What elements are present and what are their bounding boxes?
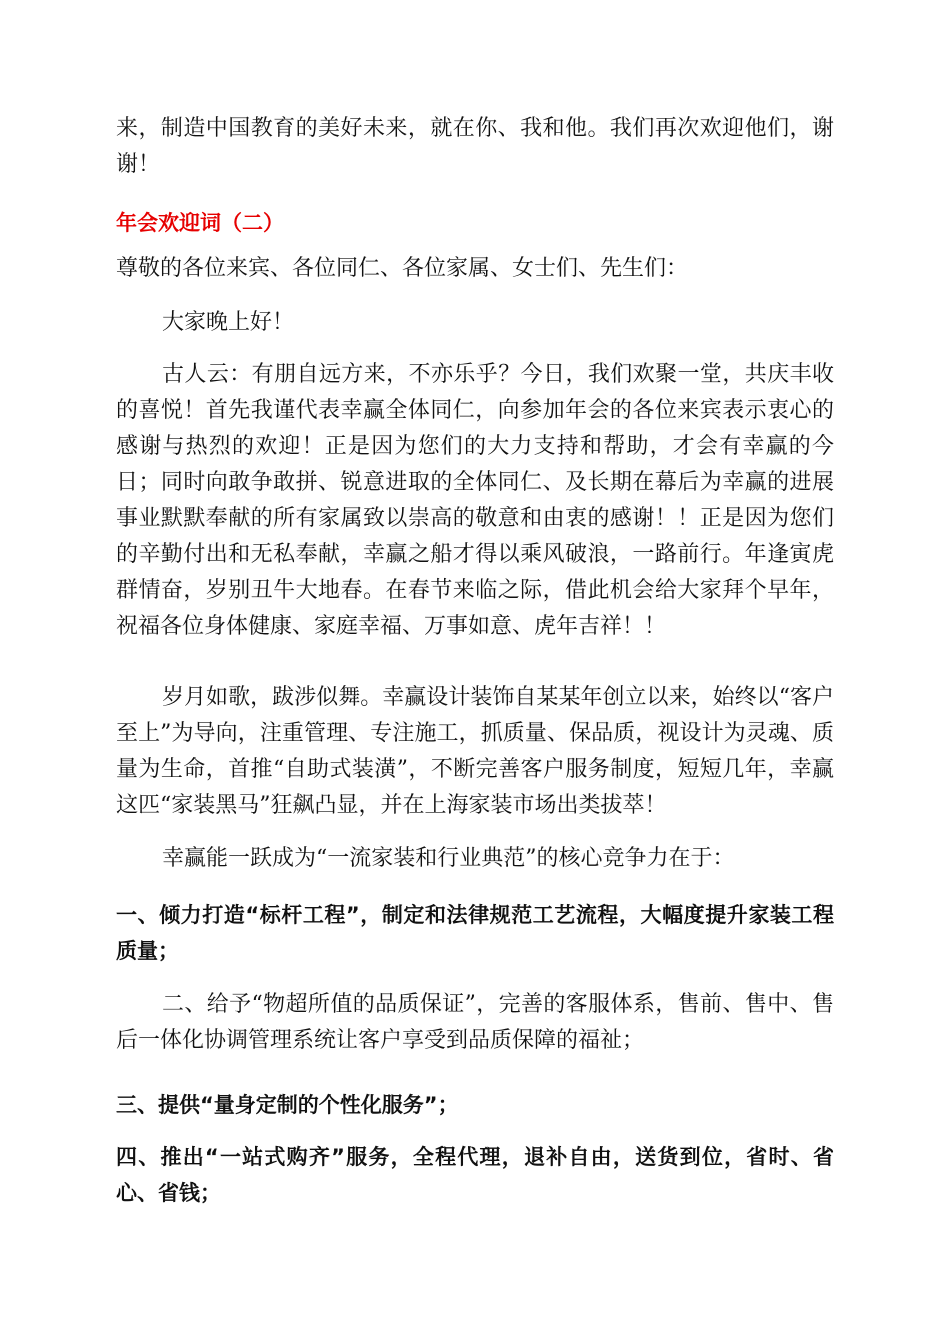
point-three: 三、提供“量身定制的个性化服务”；	[116, 1093, 459, 1117]
paragraph-history: 岁月如歌，跋涉似舞。幸赢设计装饰自某某年创立以来，始终以“客户至上”为导向，注重管理、专注施工，抓质量、保品质，视设计为灵魂、质量为生命，首推“自助式装潢”，不断完善客户服务制度，短短几年，幸赢这匹“家装黑马”狂飙凸显，并在上海家装市场出类拔萃！	[116, 685, 834, 818]
continuation-paragraph: 来，制造中国教育的美好未来，就在你、我和他。我们再次欢迎他们，谢谢！	[116, 116, 834, 177]
salutation: 尊敬的各位来宾、各位同仁、各位家属、女士们、先生们：	[116, 256, 689, 281]
point-two: 二、给予“物超所值的品质保证”，完善的客服体系，售前、售中、售后一体化协调管理系统让客户享受到品质保障的福祉；	[116, 992, 834, 1053]
point-four: 四、推出“一站式购齐”服务，全程代理，退补自由，送货到位，省时、省心、省钱；	[116, 1145, 834, 1205]
point-one: 一、倾力打造“标杆工程”，制定和法律规范工艺流程，大幅度提升家装工程质量；	[116, 903, 834, 963]
paragraph-core-competence: 幸赢能一跃成为“一流家装和行业典范”的核心竞争力在于：	[162, 846, 735, 871]
paragraph-opening: 古人云：有朋自远方来，不亦乐乎？今日，我们欢聚一堂，共庆丰收的喜悦！首先我谨代表幸赢全体同仁，向参加年会的各位来宾表示衷心的感谢与热烈的欢迎！正是因为您们的大力支持和帮助，才会有幸赢的今日；同时向敢争敢拼、锐意进取的全体同仁、及长期在幕后为幸赢的进展事业默默奉献的所有家属致以崇高的敬意和由衷的感谢！！正是因为您们的辛勤付出和无私奉献，幸赢之船才得以乘风破浪，一路前行。年逢寅虎群情奋，岁别丑牛大地春。在春节来临之际，借此机会给大家拜个早年，祝福各位身体健康、家庭幸福、万事如意、虎年吉祥！！	[116, 362, 834, 639]
section-title: 年会欢迎词（二）	[116, 211, 284, 235]
greeting: 大家晚上好！	[162, 310, 295, 335]
